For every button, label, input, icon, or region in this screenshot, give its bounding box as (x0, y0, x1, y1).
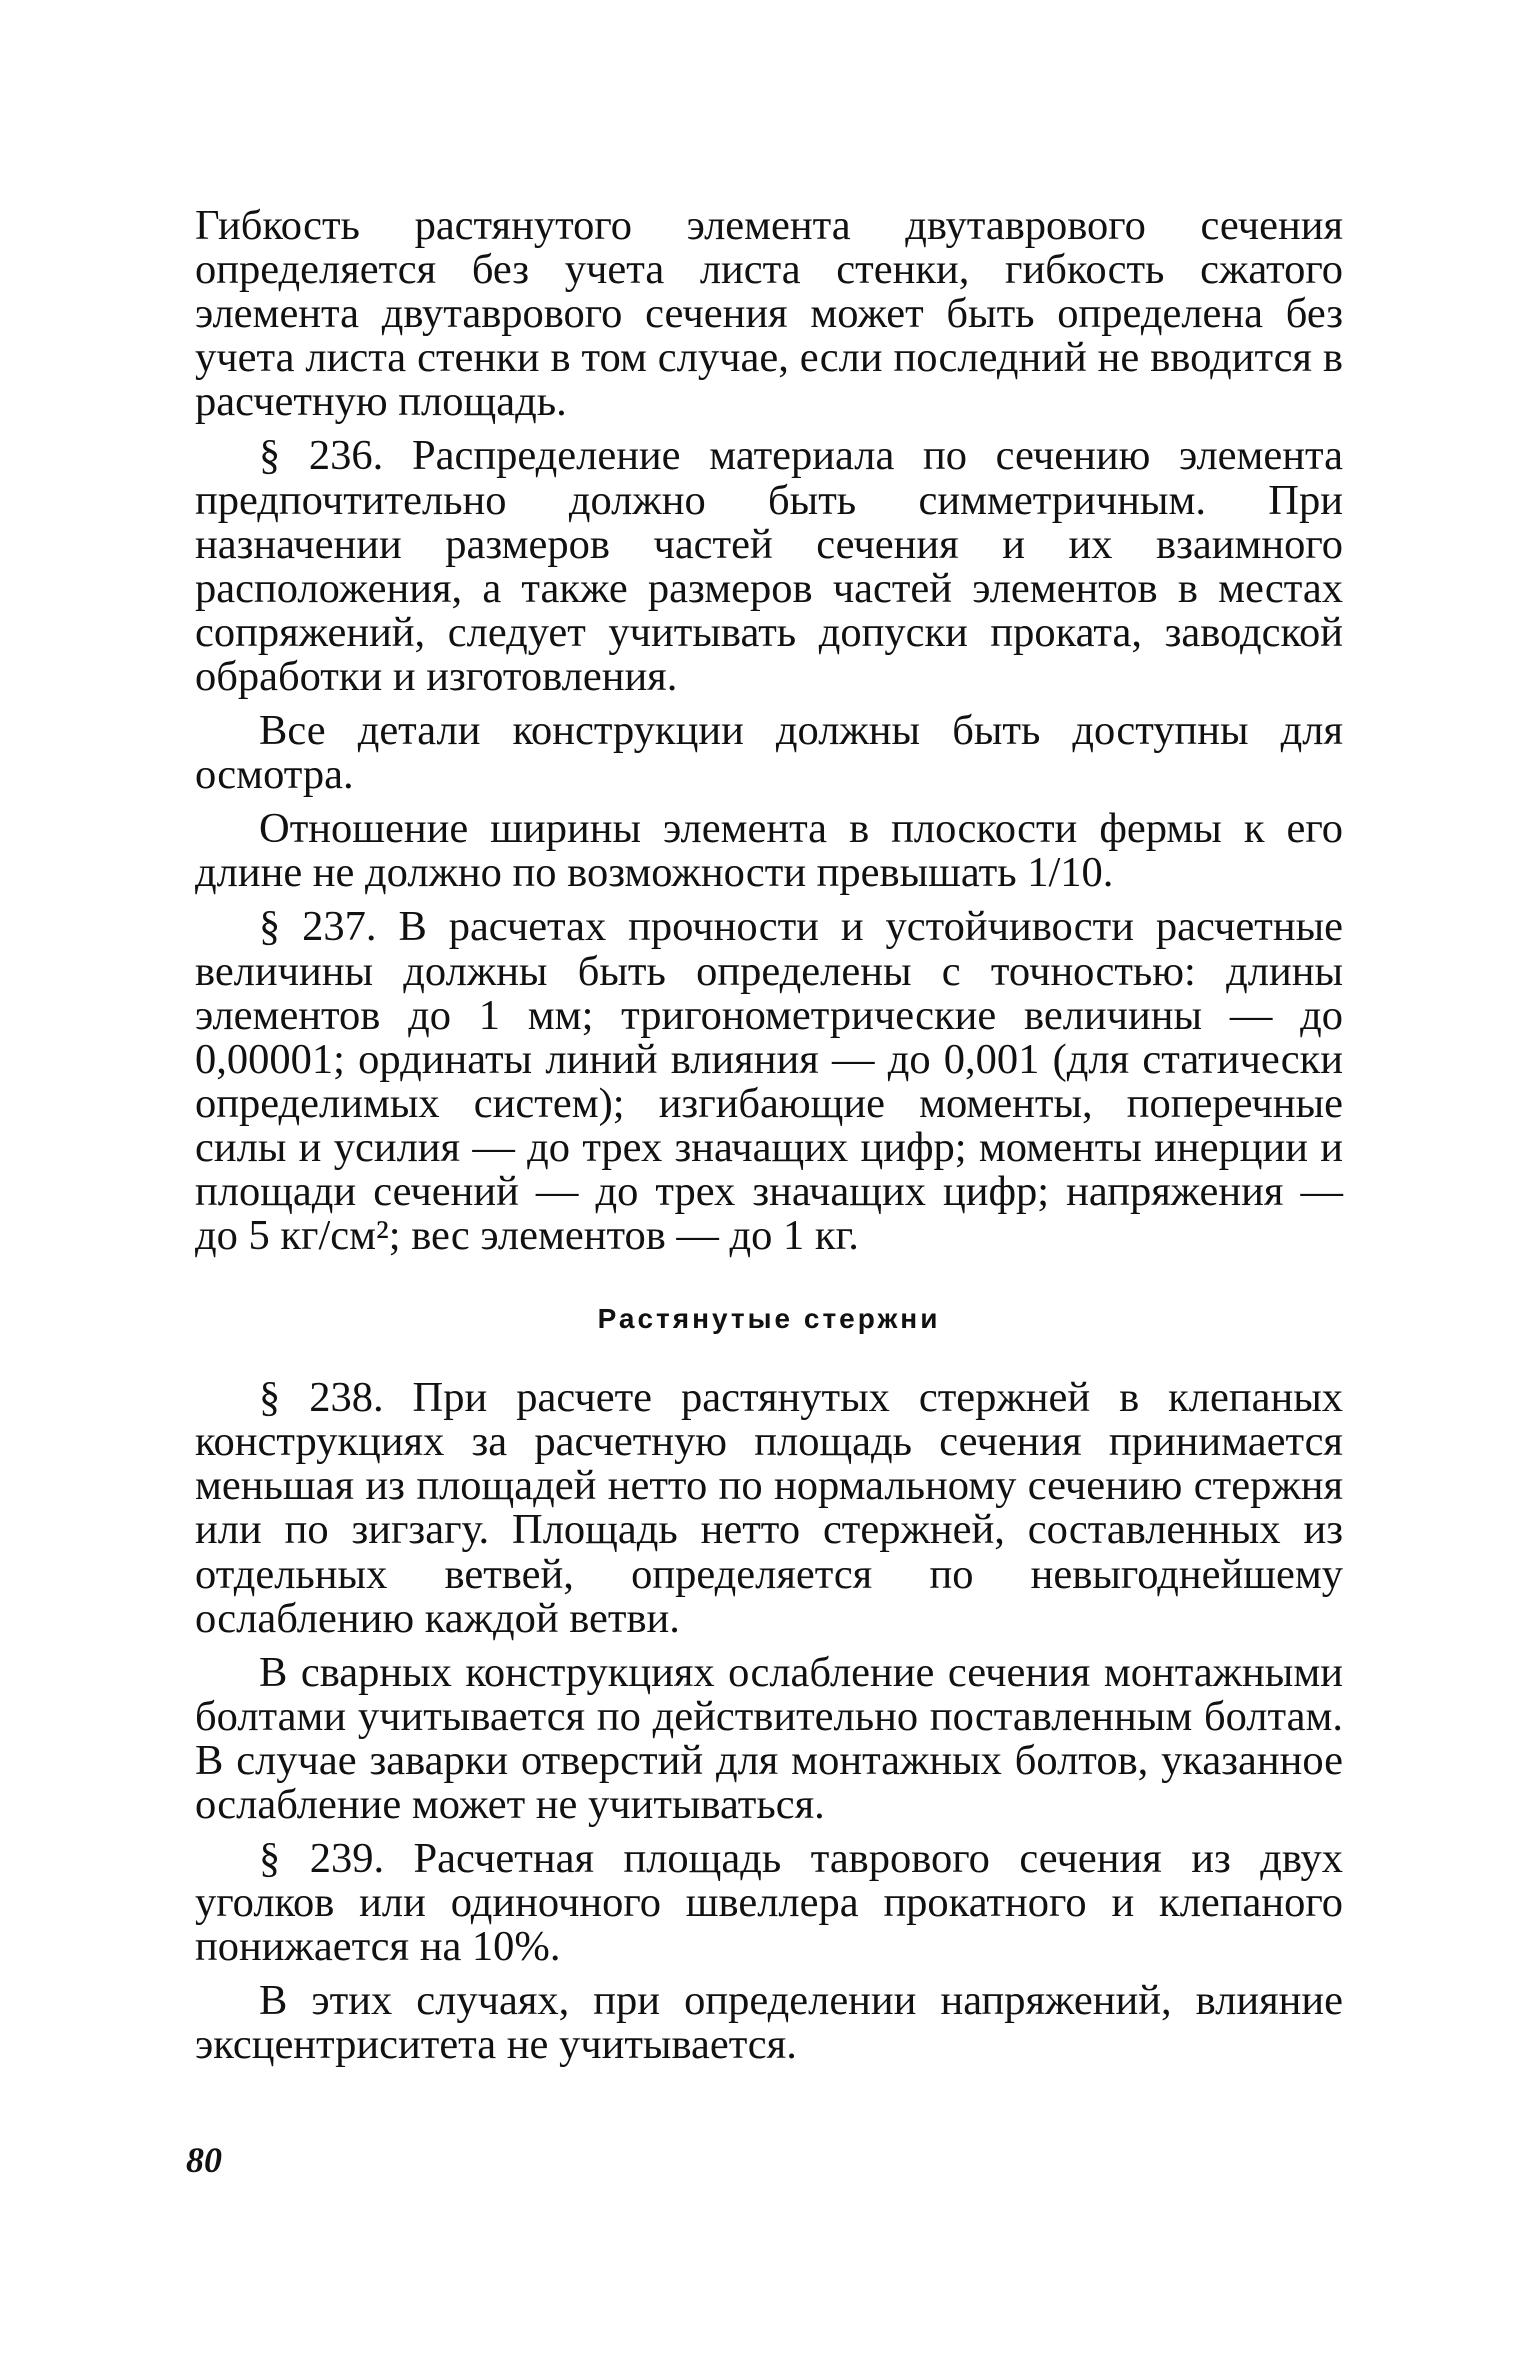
paragraph-239: § 239. Расчетная площадь таврового сечения из двух уголков или одиночного швеллера прокатного и клепаного понижается на 10%. (195, 1835, 1343, 1971)
section-heading: Растянутые стержни (597, 1303, 941, 1335)
paragraph-238: § 238. При расчете растянутых стержней в клепаных конструкциях за расчетную площадь сечения принимается меньшая из площадей нетто по нормальному сечению стержня или по зигзагу. Площадь нетто стержней, составленных из отдельных ветвей, определяется по невыгоднейшему ослаблению каждой ветви. (195, 1374, 1343, 1642)
page-number: 80 (186, 2140, 222, 2180)
paragraph-eccentricity: В этих случаях, при определении напряжений, влияние эксцентриситета не учитывается. (195, 1977, 1343, 2069)
paragraph-237: § 237. В расчетах прочности и устойчивости расчетные величины должны быть определены с точностью: длины элементов до 1 мм; тригонометрические величины — до 0,00001; ординаты линий влияния — до 0,001 (для статически определимых систем); изгибающие моменты, поперечные силы и усилия — до трех значащих цифр; моменты инерции и площади сечений — до трех значащих цифр; напряжения — до 5 кг/см²; вес элементов — до 1 кг. (195, 903, 1343, 1260)
paragraph-details-access: Все детали конструкции должны быть доступны для осмотра. (195, 707, 1343, 799)
paragraph-intro: Гибкость растянутого элемента двутаврового сечения определяется без учета листа стенки, гибкость сжатого элемента двутаврового сечения может быть определена без учета листа стенки в том случае, если последний не вводится в расчетную площадь. (195, 202, 1343, 426)
paragraph-236: § 236. Распределение материала по сечению элемента предпочтительно должно быть симметричным. При назначении размеров частей сечения и их взаимного расположения, а также размеров частей элементов в местах сопряжений, следует учитывать допуски проката, заводской обработки и изготовления. (195, 432, 1343, 700)
paragraph-width-ratio: Отношение ширины элемента в плоскости фермы к его длине не должно по возможности превышать 1/10. (195, 805, 1343, 897)
body-text (195, 204, 1343, 2068)
paragraph-welded: В сварных конструкциях ослабление сечения монтажными болтами учитывается по действительно поставленным болтам. В случае заварки отверстий для монтажных болтов, указанное ослабление может не учитываться. (195, 1648, 1343, 1828)
